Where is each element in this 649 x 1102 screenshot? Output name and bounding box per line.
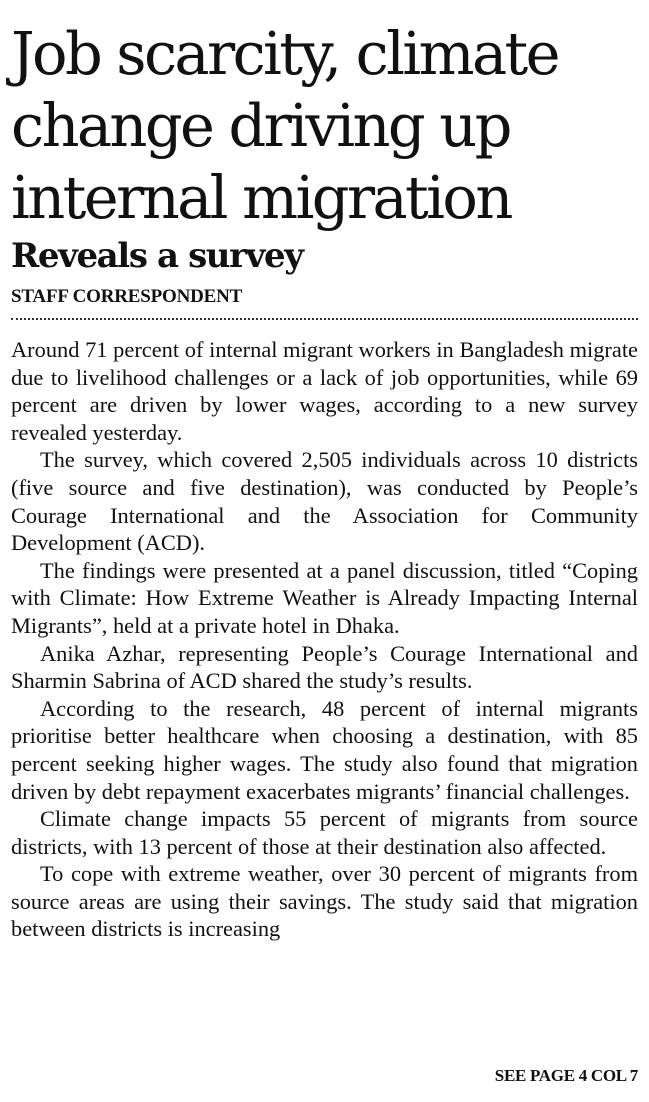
headline: Job scarcity, climate change driving up internal migration bbox=[11, 19, 558, 232]
paragraph: The findings were presented at a panel discussion, titled “Coping with Climate: How Extreme Weather is Already Impacting Internal Migrants”, held at a private hotel in Dhaka. bbox=[11, 557, 638, 638]
article-body bbox=[11, 336, 638, 943]
paragraph: To cope with extreme weather, over 30 percent of migrants from source areas are using their savings. The study said that migration between districts is increasing bbox=[11, 861, 638, 942]
paragraph: The survey, which covered 2,505 individuals across 10 districts (five source and five destination), was conducted by People’s Courage International and the Association for Community Development (ACD). bbox=[11, 447, 638, 556]
article bbox=[11, 0, 638, 1102]
paragraph: Climate change impacts 55 percent of migrants from source districts, with 13 percent of those at their destination also affected. bbox=[11, 806, 638, 859]
dotted-divider bbox=[11, 318, 638, 320]
byline: STAFF CORRESPONDENT bbox=[11, 286, 243, 307]
subheadline: Reveals a survey bbox=[11, 236, 303, 276]
continuation-note: SEE PAGE 4 COL 7 bbox=[494, 1066, 638, 1085]
paragraph: Around 71 percent of internal migrant workers in Bangladesh migrate due to livelihood challenges or a lack of job opportunities, while 69 percent are driven by lower wages, according to a new survey revealed yesterday. bbox=[11, 337, 638, 445]
paragraph: According to the research, 48 percent of internal migrants prioritise better healthcare when choosing a destination, with 85 percent seeking higher wages. The study also found that migration driven by debt repayment exacerbates migrants’ financial challenges. bbox=[11, 695, 638, 804]
paragraph: Anika Azhar, representing People’s Courage International and Sharmin Sabrina of ACD shared the study’s results. bbox=[11, 640, 638, 694]
